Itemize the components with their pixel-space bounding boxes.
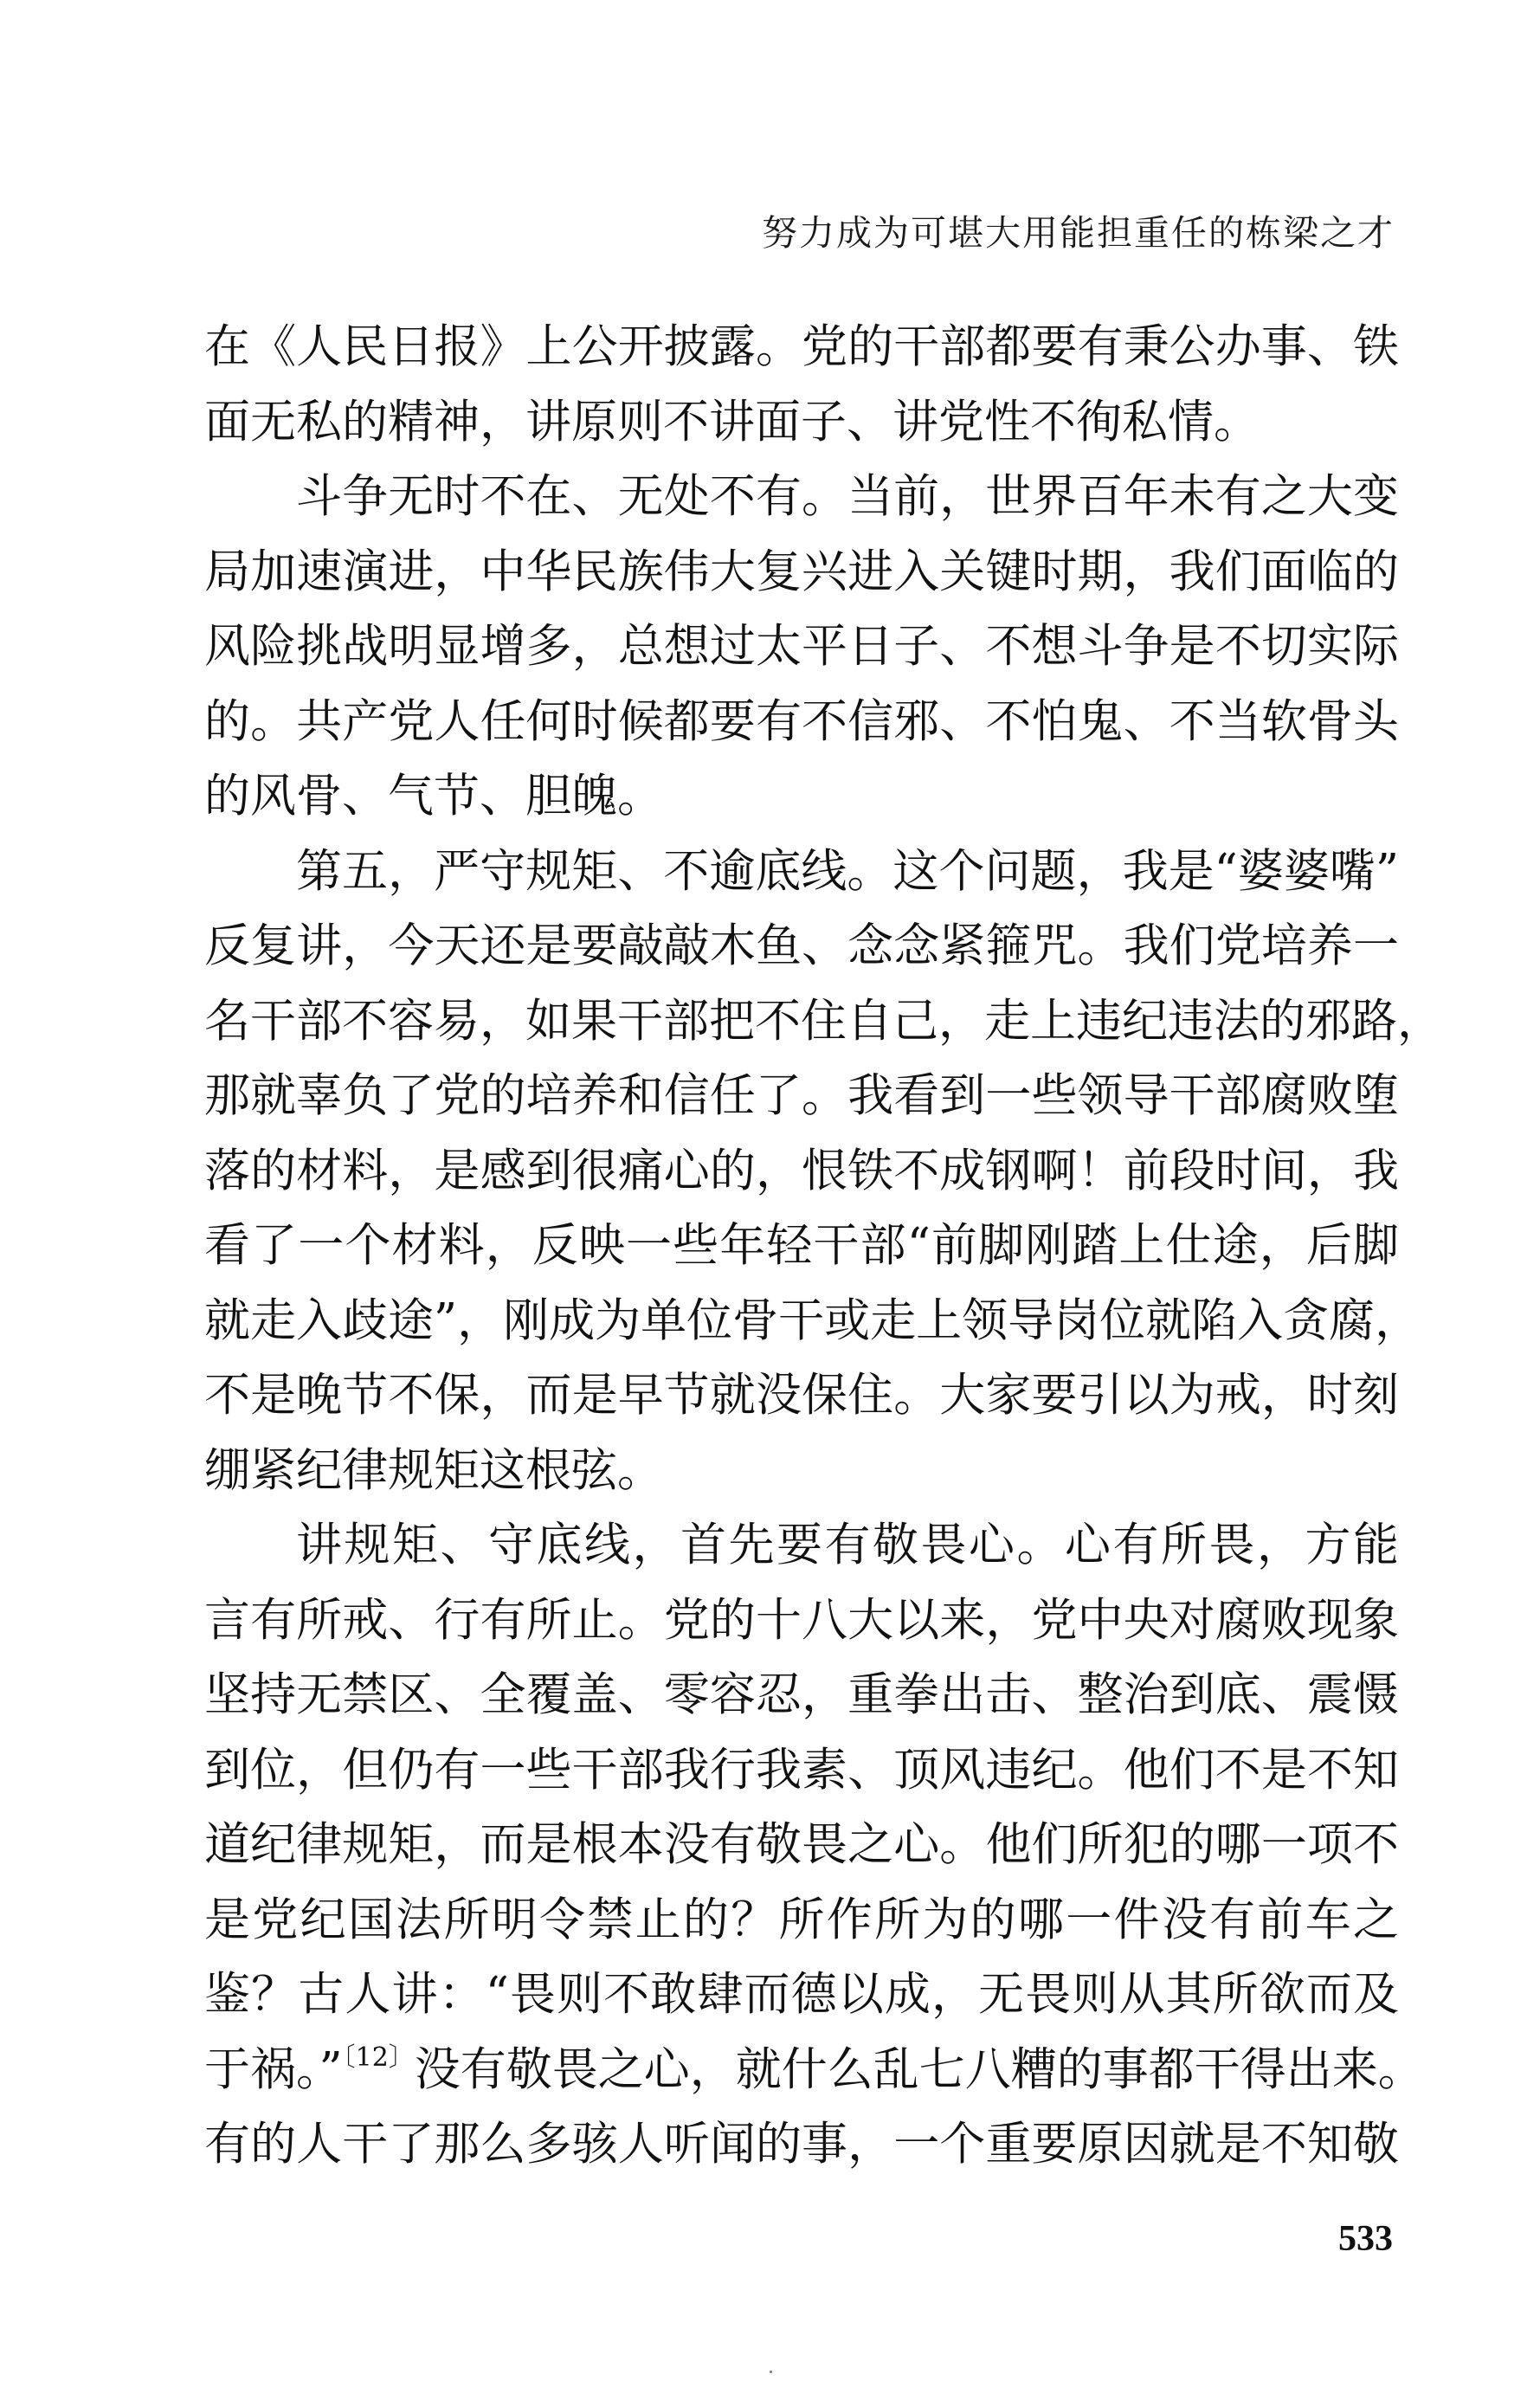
- footnote-line-before: 于祸。”: [204, 2042, 343, 2096]
- page-number: 533: [1338, 2219, 1393, 2259]
- paragraph-3: [204, 835, 1443, 1509]
- text-line: 的风骨、气节、胆魄。: [204, 770, 663, 823]
- footnote-marker: 〔12〕: [342, 2042, 415, 2073]
- text-line-with-footnote: [204, 2033, 1424, 2108]
- body-text: [204, 310, 1443, 2183]
- text-line: 在《人民日报》上公开披露。党的干部都要有秉公办事、铁: [204, 320, 1399, 373]
- paragraph-1: [204, 310, 1399, 460]
- text-line: 反复讲，今天还是要敲敲木鱼、念念紧箍咒。我们党培养一: [204, 919, 1399, 972]
- text-line: 鉴？古人讲：“畏则不敢肆而德以成，无畏则从其所欲而及: [204, 1968, 1399, 2021]
- text-line: 落的材料，是感到很痛心的，恨铁不成钢啊！前段时间，我: [204, 1144, 1399, 1197]
- paragraph-2: [204, 460, 1399, 835]
- text-line: 是党纪国法所明令禁止的？所作所为的哪一件没有前车之: [204, 1893, 1399, 1946]
- text-line: 第五，严守规矩、不逾底线。这个问题，我是“婆婆嘴”: [296, 844, 1399, 898]
- paragraph-4: [204, 1508, 1424, 2183]
- text-line: 有的人干了那么多骇人听闻的事，一个重要原因就是不知敬: [204, 2118, 1399, 2171]
- text-line: 斗争无时不在、无处不有。当前，世界百年未有之大变: [296, 470, 1399, 523]
- text-line: 坚持无禁区、全覆盖、零容忍，重拳出击、整治到底、震慑: [204, 1668, 1399, 1721]
- text-line: 绷紧纪律规矩这根弦。: [204, 1443, 663, 1497]
- text-line: 局加速演进，中华民族伟大复兴进入关键时期，我们面临的: [204, 545, 1399, 598]
- scan-speck: [770, 2371, 772, 2373]
- running-head-title: 努力成为可堪大用能担重任的栋梁之才: [762, 212, 1395, 254]
- text-line: 看了一个材料，反映一些年轻干部“前脚刚踏上仕途，后脚: [204, 1219, 1399, 1272]
- text-line: 风险挑战明显增多，总想过太平日子、不想斗争是不切实际: [204, 620, 1399, 673]
- text-line: 名干部不容易，如果干部把不住自己，走上违纪违法的邪路，: [204, 994, 1443, 1048]
- text-line: 到位，但仍有一些干部我行我素、顶风违纪。他们不是不知: [204, 1743, 1399, 1797]
- text-line: 道纪律规矩，而是根本没有敬畏之心。他们所犯的哪一项不: [204, 1818, 1399, 1871]
- text-line: 那就辜负了党的培养和信任了。我看到一些领导干部腐败堕: [204, 1069, 1399, 1122]
- text-line: 就走入歧途”，刚成为单位骨干或走上领导岗位就陷入贪腐，: [204, 1294, 1421, 1347]
- text-line: 言有所戒、行有所止。党的十八大以来，党中央对腐败现象: [204, 1593, 1399, 1647]
- footnote-line-after: 没有敬畏之心，就什么乱七八糟的事都干得出来。: [414, 2042, 1424, 2096]
- text-line: 讲规矩、守底线，首先要有敬畏心。心有所畏，方能: [296, 1519, 1399, 1571]
- text-line: 不是晚节不保，而是早节就没保住。大家要引以为戒，时刻: [204, 1369, 1399, 1422]
- text-line: 面无私的精神，讲原则不讲面子、讲党性不徇私情。: [204, 395, 1260, 448]
- text-line: 的。共产党人任何时候都要有不信邪、不怕鬼、不当软骨头: [204, 694, 1399, 748]
